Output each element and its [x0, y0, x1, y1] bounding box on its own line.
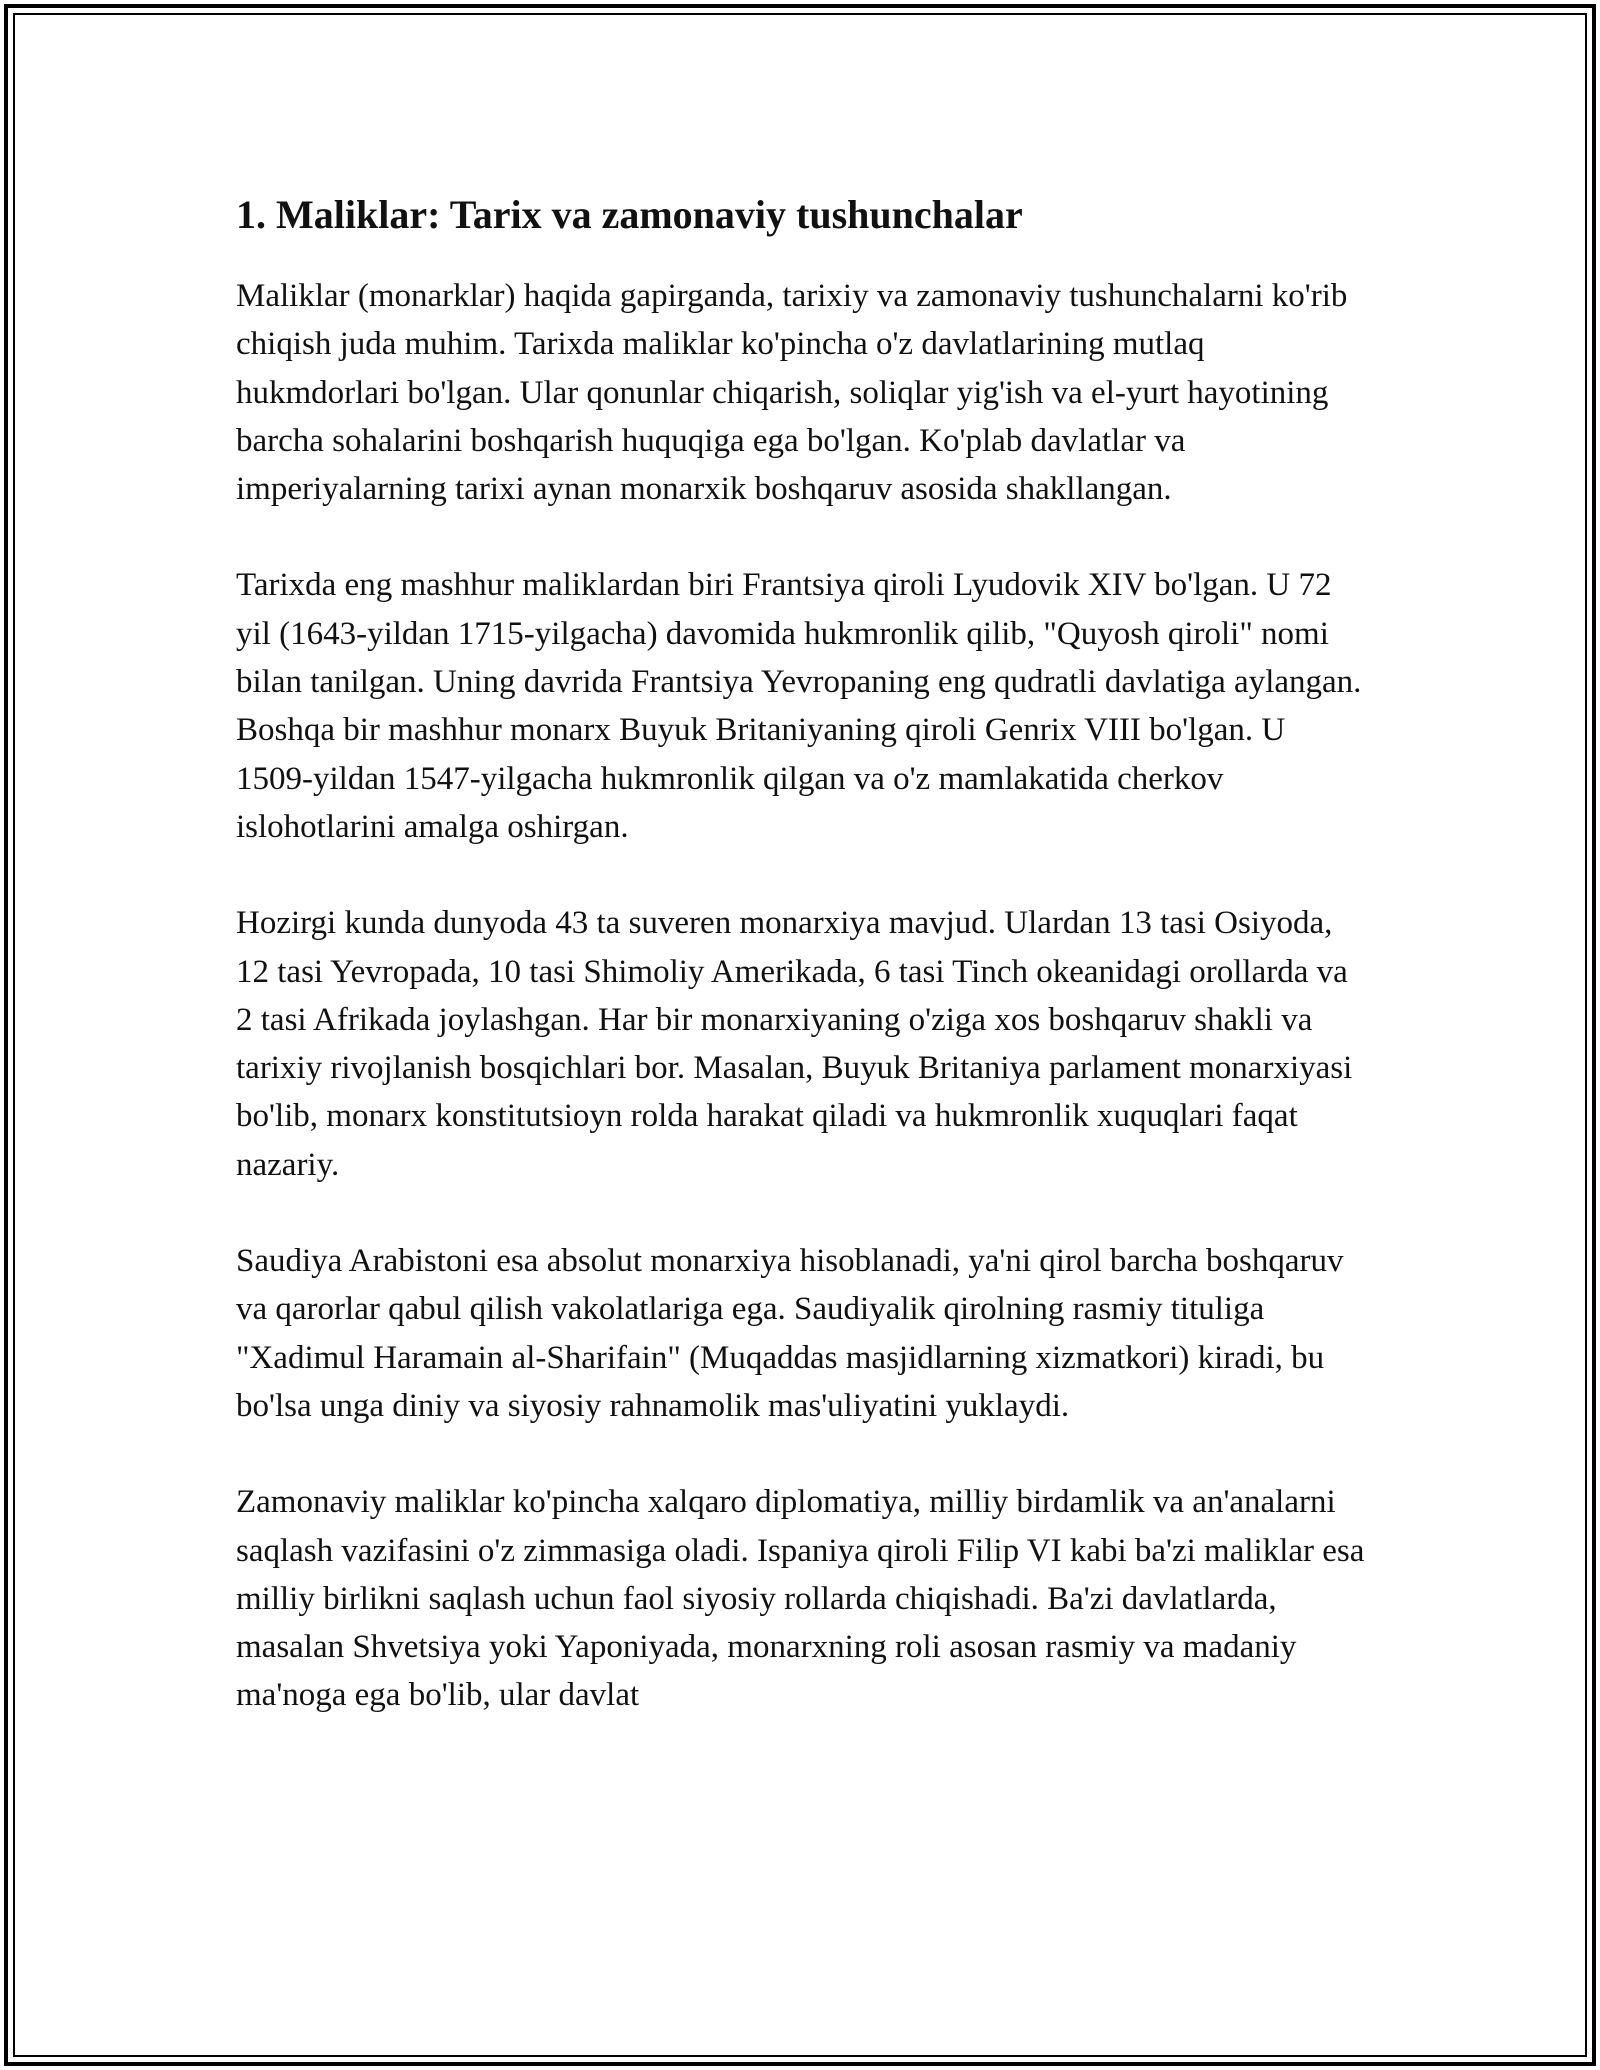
paragraph-4: Saudiya Arabistoni esa absolut monarxiya hisoblanadi, ya'ni qirol barcha boshqaruv va qarorlar qabul qilish vakolatlariga ega. Saudiyalik qirolning rasmiy tituliga "Xadimul Haramain al-Sharifain" (Muqaddas masjidlarning xizmatkori) kiradi, bu bo'lsa unga diniy va siyosiy rahnamolik mas'uliyatini yuklaydi.: [236, 1243, 1344, 1424]
paragraph-2: Tarixda eng mashhur maliklardan biri Frantsiya qiroli Lyudovik XIV bo'lgan. U 72 yil (1643-yildan 1715-yilgacha) davomida hukmronlik qilib, "Quyosh qiroli" nomi bilan tanilgan. Uning davrida Frantsiya Yevropaning eng qudratli davlatiga aylangan. Boshqa bir mashhur monarx Buyuk Britaniyaning qiroli Genrix VIII bo'lgan. U 1509-yildan 1547-yilgacha hukmronlik qilgan va o'z mamlakatida cherkov islohotlarini amalga oshirgan.: [236, 567, 1362, 845]
paragraph-3: Hozirgi kunda dunyoda 43 ta suveren monarxiya mavjud. Ulardan 13 tasi Osiyoda, 12 tasi Yevropada, 10 tasi Shimoliy Amerikada, 6 tasi Tinch okeanidagi orollarda va 2 tasi Afrikada joylashgan. Har bir monarxiyaning o'ziga xos boshqaruv shakli va tarixiy rivojlanish bosqichlari bor. Masalan, Buyuk Britaniya parlament monarxiyasi bo'lib, monarx konstitutsioyn rolda harakat qiladi va hukmronlik xuquqlari faqat nazariy.: [236, 905, 1353, 1183]
paragraph-5: Zamonaviy maliklar ko'pincha xalqaro diplomatiya, milliy birdamlik va an'analarni saqlash vazifasini o'z zimmasiga oladi. Ispaniya qiroli Filip VI kabi ba'zi maliklar esa milliy birlikni saqlash uchun faol siyosiy rollarda chiqishadi. Ba'zi davlatlarda, masalan Shvetsiya yoki Yaponiyada, monarxning roli asosan rasmiy va madaniy ma'noga ega bo'lib, ular davlat: [236, 1484, 1365, 1714]
document-body: [236, 188, 1366, 1768]
paragraph-1: Maliklar (monarklar) haqida gapirganda, tarixiy va zamonaviy tushunchalarni ko'rib chiqish juda muhim. Tarixda maliklar ko'pincha o'z davlatlarining mutlaq hukmdorlari bo'lgan. Ular qonunlar chiqarish, soliqlar yig'ish va el-yurt hayotining barcha sohalarini boshqarish huquqiga ega bo'lgan. Ko'plab davlatlar va imperiyalarning tarixi aynan monarxik boshqaruv asosida shakllangan.: [236, 278, 1348, 508]
document-title: 1. Maliklar: Tarix va zamonaviy tushunchalar: [236, 192, 1023, 237]
